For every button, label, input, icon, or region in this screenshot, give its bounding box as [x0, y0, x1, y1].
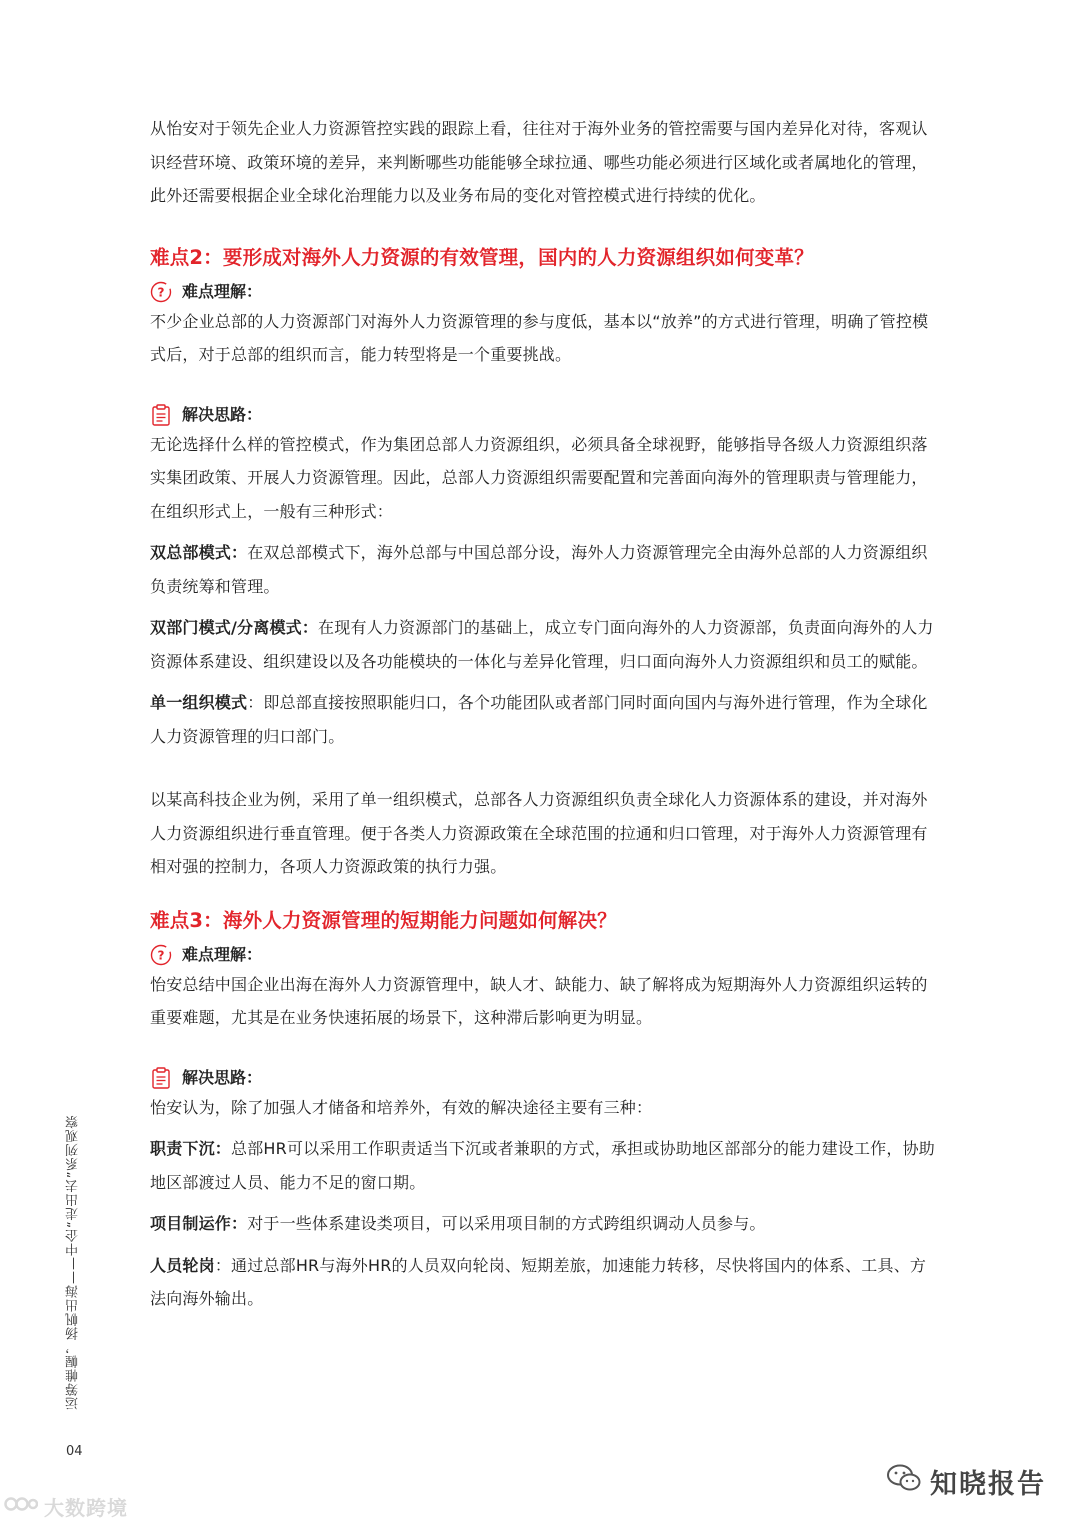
section2-solution-label: 解决思路： — [182, 404, 263, 424]
mode-item — [150, 611, 940, 678]
section2-heading: 难点2：要形成对海外人力资源的有效管理，国内的人力资源组织如何变革？ — [150, 245, 814, 269]
section3-heading: 难点3：海外人力资源管理的短期能力问题如何解决？ — [150, 908, 617, 932]
mode-text: 在现有人力资源部门的基础上，成立专门面向海外的人力资源部，负责面向海外的人力资源体系建设、组织建设以及各功能模块的一体化与差异化管理，归口面向海外人力资源组织和员工的赋能。 — [150, 618, 934, 671]
approach-item — [150, 1207, 940, 1241]
section3-understanding-header — [150, 942, 940, 968]
mode-text: ：即总部直接按照职能归口，各个功能团队或者部门同时面向国内与海外进行管理，作为全球化人力资源管理的归口部门。 — [150, 693, 928, 746]
section3-understanding-text: 怡安总结中国企业出海在海外人力资源管理中，缺人才、缺能力、缺了解将成为短期海外人力资源组织运转的重要难题，尤其是在业务快速拓展的场景下，这种滞后影响更为明显。 — [150, 974, 928, 1027]
wechat-icon — [886, 1463, 922, 1500]
section2-solution-text: 无论选择什么样的管控模式，作为集团总部人力资源组织，必须具备全球视野，能够指导各级人力资源组织落实集团政策、开展人力资源管理。因此，总部人力资源组织需要配置和完善面向海外的管理职责与管理能力，在组织形式上，一般有三种形式： — [150, 434, 928, 521]
approach-term: 人员轮岗 — [150, 1255, 215, 1275]
section3-solution-text: 怡安认为，除了加强人才储备和培养外，有效的解决途径主要有三种： — [150, 1097, 653, 1117]
section3-understanding-label: 难点理解： — [182, 944, 263, 964]
approach-term: 项目制运作： — [150, 1214, 248, 1233]
mode-term: 单一组织模式 — [150, 693, 248, 712]
clipboard-icon — [150, 404, 172, 426]
question-circle-icon — [150, 944, 172, 966]
section2-understanding-header — [150, 279, 940, 305]
watermark-left-text: 大数跨境 — [44, 1496, 128, 1520]
example-paragraph: 以某高科技企业为例，采用了单一组织模式，总部各人力资源组织负责全球化人力资源体系的建设，并对海外人力资源组织进行垂直管理。便于各类人力资源政策在全球范围的拉通和归口管理，对于海外人力资源管理有相对强的控制力，各项人力资源政策的执行力强。 — [150, 790, 928, 876]
mode-item — [150, 686, 940, 753]
section2-solution-header — [150, 402, 940, 428]
section3-solution-label: 解决思路： — [182, 1067, 263, 1087]
document-body — [150, 112, 940, 1316]
intro-paragraph: 从怡安对于领先企业人力资源管控实践的跟踪上看，往往对于海外业务的管控需要与国内差异化对待，客观认识经营环境、政策环境的差异，来判断哪些功能能够全球拉通、哪些功能必须进行区域化或者属地化的管理，此外还需要根据企业全球化治理能力以及业务布局的变化对管控模式进行持续的优化。 — [150, 119, 928, 205]
section3-solution-header — [150, 1065, 940, 1091]
mode-term: 双部门模式/分离模式： — [150, 618, 319, 637]
watermark-logo-icon — [4, 1493, 38, 1520]
svg-text:?: ? — [157, 948, 165, 962]
question-circle-icon — [150, 281, 172, 303]
approach-text: 对于一些体系建设类项目，可以采用项目制的方式跨组织调动人员参与。 — [247, 1214, 766, 1233]
approach-text: 总部HR可以采用工作职责适当下沉或者兼职的方式，承担或协助地区部部分的能力建设工作，协助地区部渡过人员、能力不足的窗口期。 — [150, 1139, 935, 1192]
watermark-left — [4, 1492, 128, 1521]
mode-text: 在双总部模式下，海外总部与中国总部分设，海外人力资源管理完全由海外总部的人力资源组织负责统筹和管理。 — [150, 543, 928, 596]
sidebar-series-title: 运筹帷幄，扬帆出海——中企“走出去”系列观察 — [66, 1114, 81, 1410]
clipboard-icon — [150, 1067, 172, 1089]
section2-understanding-text: 不少企业总部的人力资源部门对海外人力资源管理的参与度低，基本以“放养”的方式进行管理，明确了管控模式后，对于总部的组织而言，能力转型将是一个重要挑战。 — [150, 311, 929, 364]
page-number: 04 — [66, 1444, 83, 1459]
watermark-right — [886, 1462, 1046, 1501]
approach-item — [150, 1132, 940, 1199]
watermark-right-text: 知晓报告 — [930, 1469, 1046, 1500]
approach-item — [150, 1249, 940, 1316]
mode-item — [150, 536, 940, 603]
mode-term: 双总部模式： — [150, 543, 248, 562]
approach-term: 职责下沉： — [150, 1139, 232, 1158]
section2-understanding-label: 难点理解： — [182, 281, 263, 301]
approach-text: ：通过总部HR与海外HR的人员双向轮岗、短期差旅，加速能力转移，尽快将国内的体系、工具、方法向海外输出。 — [150, 1255, 927, 1308]
svg-text:?: ? — [157, 285, 165, 299]
